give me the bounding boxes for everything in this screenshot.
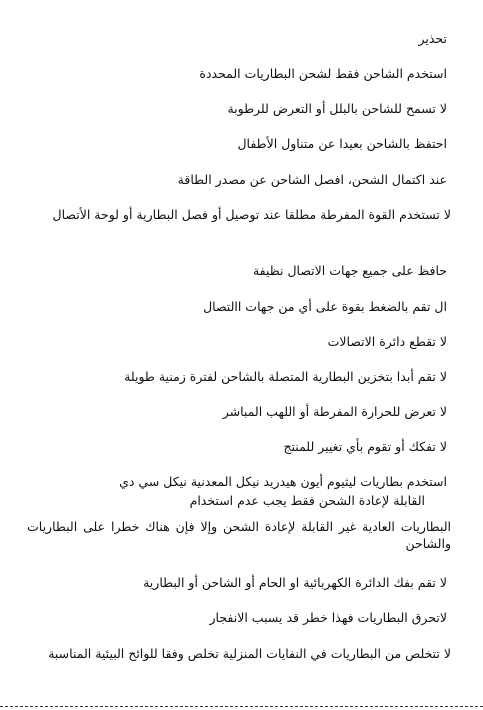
warning-heading: تحذير [418,31,447,46]
warning-item-no-dismantle-circuit: لا تقم بفك الدائرة الكهربائية او الحام أو الشاحن أو البطارية [143,575,447,590]
warning-item-no-pressing-contacts: ال تقم بالضغط بقوة على أي من جهات االتصال [203,299,447,314]
battery-note-line-1: استخدم بطاريات ليثيوم أيون هيدريد نيكل المعدنية نيكل سي دي [119,474,447,489]
warning-item-charger-only: استخدم الشاحن فقط لشحن البطاريات المحددة [199,66,447,81]
warning-item-no-moisture: لا تسمح للشاحن بالبلل أو التعرض للرطوبة [227,101,447,116]
warning-item-no-excessive-force: لا تستخدم القوة المفرطة مطلقا عند توصيل أو فصل البطارية أو لوحة الأتصال [52,207,451,222]
warning-item-no-burning: لاتحرق البطاريات فهذا خطر قد يسبب الانفجار [209,610,447,625]
warning-item-no-disassembly: لا تفكك أو تقوم بأي تغيير للمنتج [283,439,447,454]
warning-item-keep-from-children: احتفظ بالشاحن بعيدا عن متناول الأطفال [237,136,447,151]
warning-item-no-heat-fire: لا تعرض للحرارة المفرطة أو اللهب المباشر [222,404,447,419]
warning-item-no-long-storage: لا تقم أبدا بتخزين البطارية المتصلة بالشاحن لفترة زمنية طويلة [124,369,447,384]
battery-type-note [119,473,447,510]
warning-item-no-short-circuit: لا تقطع دائرة الاتصالات [327,334,447,349]
warning-item-disconnect-when-charged: عند اكتمال الشحن، افصل الشاحن عن مصدر الطاقة [177,172,447,187]
battery-note-line-3: البطاريات العادية غير القابلة لإعادة الشحن وإلا فإن هناك خطرا على البطاريات والشاحن [27,519,451,551]
warning-item-keep-contacts-clean: حافظ على جميع جهات الاتصال نظيفة [252,263,447,278]
warning-item-disposal: لا تتخلص من البطاريات في النفايات المنزلية تخلص وفقا للوائح البيئية المناسبة [48,646,451,661]
page-bottom-rule [0,706,483,707]
battery-note-line-2: القابلة لإعادة الشحن فقط يجب عدم استخدام [189,493,425,508]
